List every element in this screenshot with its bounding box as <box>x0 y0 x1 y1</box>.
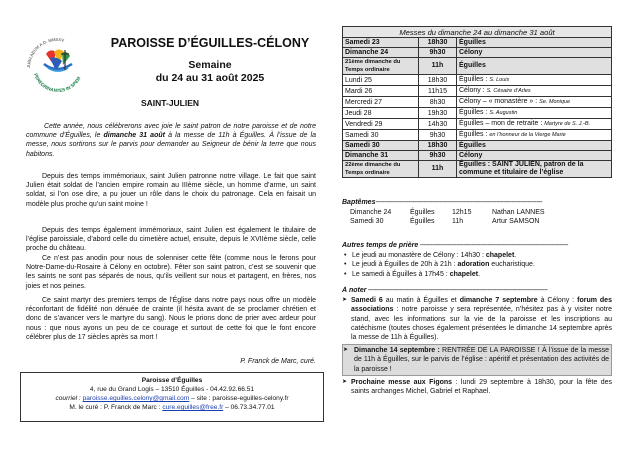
mass-place-text: Éguilles <box>459 62 486 69</box>
autres-heading: Autres temps de prière <box>342 242 419 249</box>
mass-time: 9h30 <box>419 130 457 141</box>
priere-end: . <box>514 252 517 260</box>
priere-bold: chapelet <box>449 270 479 278</box>
mass-row <box>343 108 612 119</box>
pilgrims-figures-icon <box>44 50 72 72</box>
forum-date-2: dimanche 7 septembre <box>459 297 538 305</box>
mass-row <box>343 38 612 48</box>
intro-text-2: à la messe de 11h à Éguilles. À l’issue de la messe, nous sortirons sur le parvis pour demander au Seigneur de bénir la terre que nous habitons. <box>26 132 316 158</box>
mass-place-text: Éguilles <box>459 142 486 149</box>
mass-row <box>343 151 612 161</box>
mass-note: en l’honneur de la Vierge Marie <box>489 132 566 138</box>
mass-time: 9h30 <box>419 48 457 58</box>
mass-day: Samedi 30 <box>343 130 419 141</box>
cure-phone: – 06.73.34.77.01 <box>223 404 275 411</box>
site-label: – site : paroisse-eguilles-celony.fr <box>189 395 289 402</box>
contact-email-line <box>21 394 323 403</box>
baptemes-heading: Baptêmes <box>342 199 376 206</box>
mass-place <box>457 48 612 58</box>
mass-time: 18h30 <box>419 38 457 48</box>
mass-day: Dimanche 31 <box>343 151 419 161</box>
mass-place-text: Éguilles <box>459 39 486 46</box>
cure-email-link[interactable]: cure.eguilles@free.fr <box>162 404 224 411</box>
autres-section: Autres temps de prière --------------------------------------------------------------------------------- • Le jeudi au monastère de Célony : 14h30 : chapelet. • Le jeudi à Éguilles de 20h à 21h : adoration eucharistique. • Le samedi à Éguilles à 17h45 : chapelet. <box>342 241 612 279</box>
week-subtitle <box>100 59 320 85</box>
mass-place <box>457 75 612 86</box>
bapteme-row <box>342 208 612 217</box>
anoter-section: À noter -------------------------------------------------------------------------------------------------- ➤ Samedi 6 au matin à Éguilles et dimanche 7 septembre à Célony : forum des associations : notre paroisse y sera représentée, n’hésitez pas à y visiter notre stand, avec les informations sur la vie de la paroisse et les inscriptions au catéchisme (toutes choses également présentées le dimanche 14 septembre après la messe de 11h à Éguilles). ➤ Dimanche 14 septembre : RENTRÉE DE LA PAROISSE ! À l’issue de la messe de 11h à Éguilles, sur le parvis de l’église : apéritif et présentation des activités de la paroisse ! ➤ Prochaine messe aux Figons : lundi 29 septembre à 18h30, pour la fête des saints archanges Michel, Gabriel et Raphael. <box>342 286 612 396</box>
priere-text: Le jeudi à Éguilles de 20h à 21h : <box>352 261 458 269</box>
masses-section <box>342 26 612 178</box>
mass-place-text: Éguilles : SAINT JULIEN, patron de la commune et titulaire de l’église <box>459 161 584 176</box>
article-signature: P. Franck de Marc, curé. <box>240 358 316 365</box>
intro-text-1: Cette année, nous célébrerons avec joie le saint patron de notre paroisse et de notre commune d’Éguilles, le <box>26 123 316 140</box>
mass-place <box>457 161 612 178</box>
parish-email-link[interactable]: paroisse.eguilles.celony@gmail.com <box>82 395 190 402</box>
mass-place <box>457 38 612 48</box>
cure-label: M. le curé : P. Franck de Marc : <box>69 404 163 411</box>
mass-row <box>343 119 612 130</box>
masses-title: Messes du dimanche 24 au dimanche 31 août <box>343 27 612 38</box>
mass-row <box>343 97 612 108</box>
mass-row <box>343 141 612 151</box>
mass-time: 11h <box>419 161 457 178</box>
priere-text: Le jeudi au monastère de Célony : 14h30 : <box>352 252 486 260</box>
mass-time: 11h <box>419 58 457 75</box>
mass-time: 14h30 <box>419 119 457 130</box>
mass-day: 21ème dimanche du Temps ordinaire <box>343 58 419 75</box>
mass-note: S. Louis <box>489 77 510 83</box>
mass-place <box>457 97 612 108</box>
mass-place <box>457 141 612 151</box>
mass-place-text: Célony : <box>459 87 487 94</box>
mass-row <box>343 86 612 97</box>
anoter-heading: À noter <box>342 287 367 294</box>
priere-end: . <box>478 270 481 278</box>
anoter-item-rentree <box>342 344 612 376</box>
mass-time: 11h15 <box>419 86 457 97</box>
mass-note: S. Césaire d’Arles <box>486 88 531 94</box>
mass-place-text: Célony <box>459 49 483 56</box>
mass-row <box>343 161 612 178</box>
mass-row <box>343 48 612 58</box>
mass-day: 22ème dimanche du Temps ordinaire <box>343 161 419 178</box>
mass-row <box>343 75 612 86</box>
mass-place-text: Éguilles – mon de retraite : <box>459 120 545 127</box>
forum-date-1: Samedi 6 <box>351 297 383 305</box>
mass-day: Samedi 23 <box>343 38 419 48</box>
bapteme-time: 12h15 <box>452 209 472 217</box>
mass-place <box>457 58 612 75</box>
contact-cure-line <box>21 403 323 412</box>
figons-title: Prochaine messe aux Figons <box>351 378 453 386</box>
mass-time: 18h30 <box>419 75 457 86</box>
priere-item <box>342 270 612 279</box>
contact-box <box>20 372 324 422</box>
priere-item <box>342 260 612 269</box>
anoter-item-figons <box>342 378 612 396</box>
logo-motto-text: PEREGRINANTES IN SPEM <box>33 72 82 94</box>
mass-place <box>457 86 612 97</box>
mass-day: Dimanche 24 <box>343 48 419 58</box>
article-para-2: Depuis des temps également immémoriaux, saint Julien est également le titulaire de l’église paroissiale, d’abord celle du cimetière actuel, ensuite, depuis le XVIIème siècle, celle proche du château. <box>26 227 316 253</box>
forum-text-3: : notre paroisse y sera représentée, n’hésitez pas à y visiter notre stand, avec les informations sur la vie de la paroisse et les inscriptions au catéchisme (toutes choses également présentées le dimanche 14 septembre après la messe de 11h à Éguilles). <box>351 306 612 342</box>
mass-place-text: Éguilles : <box>459 76 490 83</box>
mass-place-text: Célony – « monastère » : <box>459 98 540 105</box>
contact-address: 4, rue du Grand Logis – 13510 Éguilles - 04.42.92.66.51 <box>89 386 255 393</box>
mass-note: Martyre de S. J.-B. <box>544 121 591 127</box>
intro-bold: dimanche 31 août <box>103 132 165 140</box>
anoter-item-forum <box>342 296 612 342</box>
forum-text-1: au matin à Éguilles et <box>382 297 460 305</box>
mass-day: Samedi 30 <box>343 141 419 151</box>
bapteme-date: Dimanche 24 <box>350 209 392 217</box>
rentree-date: Dimanche 14 septembre : <box>354 347 440 355</box>
bapteme-name: Nathan LANNES <box>492 209 545 217</box>
mass-place <box>457 130 612 141</box>
bapteme-time: 11h <box>452 218 464 226</box>
masses-table <box>342 26 612 178</box>
priere-bold: chapelet <box>485 252 515 260</box>
mass-place <box>457 151 612 161</box>
mass-time: 18h30 <box>419 141 457 151</box>
mass-place <box>457 108 612 119</box>
mass-row <box>343 58 612 75</box>
mass-place <box>457 119 612 130</box>
mass-day: Jeudi 28 <box>343 108 419 119</box>
priere-item <box>342 251 612 260</box>
email-label: courriel : <box>55 395 83 402</box>
bapteme-place: Éguilles <box>410 218 435 226</box>
mass-time: 19h30 <box>419 108 457 119</box>
bapteme-name: Artur SAMSON <box>492 218 540 226</box>
figons-text: : lundi 29 septembre à 18h30, pour la fête des saints archanges Michel, Gabriel et Raphael. <box>351 378 613 396</box>
mass-note: S. Augustin <box>489 110 518 116</box>
week-label: Semaine <box>188 59 232 71</box>
baptemes-section: Baptêmes------------------------------------------------------------------------------------------- Dimanche 24 Éguilles 12h15 Nathan LANNES Samedi 30 Éguilles 11h Artur SAMSON <box>342 198 612 227</box>
bapteme-row <box>342 217 612 226</box>
mass-place-text: Éguilles : <box>459 131 490 138</box>
parish-title: PAROISSE D’ÉGUILLES-CÉLONY <box>110 36 310 50</box>
mass-day: Vendredi 29 <box>343 119 419 130</box>
article-heading: SAINT-JULIEN <box>140 98 200 108</box>
priere-end: eucharistique. <box>489 261 535 269</box>
rentree-text: RENTRÉE DE LA PAROISSE ! À l’issue de la messe de 11h à Éguilles, sur le parvis de l’église : apéritif et présentation des activités de la paroisse ! <box>354 347 609 373</box>
article-para-4: Ce saint martyr des premiers temps de l’Église dans notre pays nous offre un modèle réconfortant de fidélité non dénuée de crainte (il hésita avant de se proclamer chrétien et donc de s’avancer vers le martyre du sang). Nous le prions donc de prier avec ardeur pour nous : que nous ayons un peu de ce courage et surtout de cette foi que le font encore célébrer plus de 17 siècles après sa mort ! <box>26 297 316 341</box>
bapteme-place: Éguilles <box>410 209 435 217</box>
article-para-1: Depuis des temps immémoriaux, saint Julien patronne notre village. Le fait que saint Julien était soldat de l’ancien empire romain au IIIème siècle, un homme d’arme, un saint soldat, si l’on ose dire, a pu jouer un rôle dans le choix du patronage. Cela en faisait un modèle plus proche qu’un saint moine ! <box>26 173 316 208</box>
priere-bold: adoration <box>457 261 490 269</box>
jubilee-logo <box>20 28 94 102</box>
mass-day: Mardi 26 <box>343 86 419 97</box>
week-dates: du 24 au 31 août 2025 <box>155 72 265 84</box>
mass-time: 8h30 <box>419 97 457 108</box>
forum-title: forum des associations <box>351 297 612 314</box>
mass-time: 9h30 <box>419 151 457 161</box>
svg-text:PEREGRINANTES IN SPEM <box>33 73 82 93</box>
mass-day: Mercredi 27 <box>343 97 419 108</box>
mass-place-text: Éguilles : <box>459 109 490 116</box>
forum-text-2: à Célony : <box>537 297 578 305</box>
priere-text: Le samedi à Éguilles à 17h45 : <box>352 270 450 278</box>
article-para-3: Ce n’est pas anodin pour nous de solenniser cette fête (comme nous le ferons pour Notre-Dame-du-Rosaire à Célony en octobre). Fêter son saint patron, c’est se souvenir que les saints ne sont pas séparés de nous, qu’ils veillent sur nous et partagent, en frères, nos joies et nos peines. <box>26 255 316 290</box>
mass-note: Se. Monique <box>539 99 571 105</box>
mass-row <box>343 130 612 141</box>
bapteme-date: Samedi 30 <box>350 218 384 226</box>
article-intro <box>26 122 316 159</box>
mass-day: Lundi 25 <box>343 75 419 86</box>
contact-title: Paroisse d’Éguilles <box>141 377 203 384</box>
logo-year-text: JUBILAEUM A.D. MMXXV <box>25 36 65 69</box>
mass-place-text: Célony <box>459 152 483 159</box>
